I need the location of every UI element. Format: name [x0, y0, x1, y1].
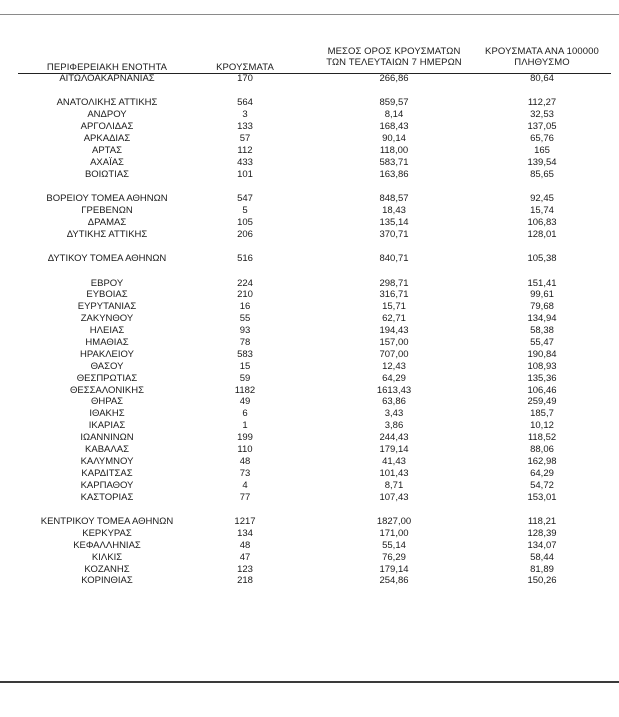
table-row [0, 169, 619, 181]
table-row [0, 528, 619, 540]
per100k-cell: 106,46 [527, 384, 557, 396]
region-cell: ΕΒΡΟΥ [90, 277, 124, 289]
cases-cell: 170 [237, 73, 253, 84]
cases-cell: 1 [242, 420, 248, 432]
per100k-cell: 128,39 [527, 527, 557, 539]
per100k-cell: 92,45 [530, 193, 554, 205]
table-row [0, 349, 619, 361]
table-row [0, 361, 619, 373]
table-row [0, 229, 619, 241]
region-cell: ΑΝΑΤΟΛΙΚΗΣ ΑΤΤΙΚΗΣ [56, 97, 158, 109]
region-cell: ΚΑΒΑΛΑΣ [85, 444, 129, 456]
table-row [0, 133, 619, 145]
avg7-cell: 3,86 [384, 420, 404, 432]
per100k-cell: 128,01 [527, 228, 557, 240]
avg7-cell: 840,71 [379, 253, 409, 265]
region-cell: ΚΟΡΙΝΘΙΑΣ [81, 575, 133, 587]
table-row [0, 325, 619, 337]
avg7-cell: 118,00 [379, 144, 409, 156]
avg7-cell: 41,43 [382, 455, 406, 467]
cases-cell: 210 [237, 289, 253, 301]
avg7-cell: 848,57 [379, 193, 409, 205]
cases-cell: 15 [239, 360, 251, 372]
region-cell: ΙΚΑΡΙΑΣ [88, 420, 126, 432]
per100k-cell: 81,89 [530, 563, 554, 575]
region-cell: ΘΕΣΣΑΛΟΝΙΚΗΣ [70, 384, 144, 396]
region-cell: ΑΡΤΑΣ [92, 144, 122, 156]
per100k-cell: 153,01 [527, 491, 557, 503]
per100k-cell: 137,05 [527, 121, 557, 133]
table-row [0, 289, 619, 301]
table-row [0, 313, 619, 325]
avg7-cell: 8,14 [384, 109, 404, 121]
avg7-cell: 171,00 [379, 527, 409, 539]
table-row [0, 432, 619, 444]
cases-cell: 105 [237, 216, 253, 228]
header-region [12, 62, 202, 73]
avg7-cell: 64,29 [382, 372, 406, 384]
per100k-cell: 185,7 [530, 408, 554, 420]
per100k-cell: 65,76 [530, 133, 554, 145]
avg7-cell: 55,14 [382, 539, 406, 551]
cases-cell: 59 [239, 372, 251, 384]
avg7-cell: 63,86 [382, 396, 406, 408]
table-row [0, 385, 619, 397]
cases-cell: 6 [242, 408, 248, 420]
region-cell: ΒΟΙΩΤΙΑΣ [84, 168, 130, 180]
per100k-cell: 55,47 [530, 337, 554, 349]
region-cell: ΑΡΓΟΛΙΔΑΣ [80, 121, 134, 133]
per100k-cell: 118,52 [527, 432, 557, 444]
cases-cell: 4 [242, 479, 248, 491]
header-avg7-line2: ΤΩΝ ΤΕΛΕΥΤΑΙΩΝ 7 ΗΜΕΡΩΝ [326, 57, 462, 68]
region-cell: ΚΑΡΔΙΤΣΑΣ [81, 467, 133, 479]
table-row [0, 97, 619, 109]
top-rule [0, 14, 619, 15]
avg7-cell: 15,71 [382, 301, 406, 313]
cases-cell: 123 [237, 563, 253, 575]
region-cell: ΓΡΕΒΕΝΩΝ [81, 205, 133, 217]
table-row [0, 444, 619, 456]
table-row [0, 217, 619, 229]
per100k-cell: 88,06 [530, 444, 554, 456]
cases-cell: 112 [237, 144, 253, 156]
table-row [0, 408, 619, 420]
region-cell: ΘΑΣΟΥ [90, 360, 124, 372]
header-region-label: ΠΕΡΙΦΕΡΕΙΑΚΗ ΕΝΟΤΗΤΑ [46, 62, 168, 73]
per100k-cell: 108,93 [527, 360, 557, 372]
per100k-cell: 134,07 [527, 539, 557, 551]
cases-cell: 218 [237, 575, 253, 587]
avg7-cell: 859,57 [379, 97, 409, 109]
region-cell: ΑΙΤΩΛΟΑΚΑΡΝΑΝΙΑΣ [59, 73, 155, 84]
cases-cell: 73 [239, 467, 251, 479]
per100k-cell: 80,64 [530, 73, 554, 84]
header-per100k [472, 46, 612, 68]
avg7-cell: 8,71 [384, 479, 404, 491]
region-cell: ΙΩΑΝΝΙΝΩΝ [80, 432, 134, 444]
table-row [0, 278, 619, 290]
table-row [0, 121, 619, 133]
avg7-cell: 12,43 [382, 360, 406, 372]
per100k-cell: 150,26 [527, 575, 557, 587]
per100k-cell: 134,94 [527, 313, 557, 325]
avg7-cell: 316,71 [379, 289, 409, 301]
per100k-cell: 105,38 [527, 253, 557, 265]
per100k-cell: 106,83 [527, 216, 557, 228]
avg7-cell: 244,43 [379, 432, 409, 444]
cases-cell: 206 [237, 228, 253, 240]
avg7-cell: 583,71 [379, 156, 409, 168]
avg7-cell: 135,14 [379, 216, 409, 228]
per100k-cell: 139,54 [527, 156, 557, 168]
region-cell: ΙΘΑΚΗΣ [89, 408, 125, 420]
cases-cell: 3 [242, 109, 248, 121]
cases-cell: 583 [237, 348, 253, 360]
cases-cell: 564 [237, 97, 253, 109]
avg7-cell: 18,43 [382, 205, 406, 217]
avg7-cell: 1613,43 [376, 384, 412, 396]
region-cell: ΑΧΑΪΑΣ [90, 156, 124, 168]
cases-cell: 101 [237, 168, 253, 180]
table-row [0, 456, 619, 468]
cases-cell: 48 [239, 539, 251, 551]
per100k-cell: 162,98 [527, 455, 557, 467]
header-cases-label: ΚΡΟΥΣΜΑΤΑ [216, 62, 274, 73]
per100k-cell: 15,74 [530, 205, 554, 217]
table-row [0, 253, 619, 265]
avg7-cell: 62,71 [382, 313, 406, 325]
cases-cell: 199 [237, 432, 253, 444]
region-cell: ΚΕΦΑΛΛΗΝΙΑΣ [73, 539, 141, 551]
cases-cell: 224 [237, 277, 253, 289]
per100k-cell: 58,38 [530, 325, 554, 337]
per100k-cell: 190,84 [527, 348, 557, 360]
cases-cell: 134 [237, 527, 253, 539]
per100k-cell: 118,21 [527, 516, 557, 527]
per100k-cell: 165 [534, 144, 550, 156]
avg7-cell: 163,86 [379, 168, 409, 180]
table-row [0, 145, 619, 157]
avg7-cell: 179,14 [379, 563, 409, 575]
per100k-cell: 259,49 [527, 396, 557, 408]
cases-cell: 47 [239, 551, 251, 563]
header-per100k-line1: ΚΡΟΥΣΜΑΤΑ ΑΝΑ 100000 [485, 46, 599, 57]
table-row [0, 492, 619, 504]
per100k-cell: 99,61 [530, 289, 554, 301]
table-row [0, 575, 619, 587]
table-row [0, 157, 619, 169]
avg7-cell: 298,71 [379, 277, 409, 289]
avg7-cell: 168,43 [379, 121, 409, 133]
region-cell: ΑΝΔΡΟΥ [87, 109, 127, 121]
table-body [0, 73, 619, 587]
region-cell: ΘΗΡΑΣ [90, 396, 124, 408]
cases-cell: 133 [237, 121, 253, 133]
avg7-cell: 3,43 [384, 408, 404, 420]
per100k-cell: 32,53 [530, 109, 554, 121]
bottom-rule [0, 681, 619, 683]
region-cell: ΒΟΡΕΙΟΥ ΤΟΜΕΑ ΑΘΗΝΩΝ [46, 193, 168, 205]
avg7-cell: 107,43 [379, 491, 409, 503]
avg7-cell: 370,71 [379, 228, 409, 240]
region-cell: ΚΑΡΠΑΘΟΥ [80, 479, 134, 491]
table-row [0, 205, 619, 217]
table-row [0, 109, 619, 121]
table-row [0, 480, 619, 492]
per100k-cell: 64,29 [530, 467, 554, 479]
avg7-cell: 101,43 [379, 467, 409, 479]
region-cell: ΚΟΖΑΝΗΣ [84, 563, 130, 575]
avg7-cell: 76,29 [382, 551, 406, 563]
avg7-cell: 707,00 [379, 348, 409, 360]
per100k-cell: 151,41 [527, 277, 557, 289]
per100k-cell: 54,72 [530, 479, 554, 491]
table-row [0, 73, 619, 85]
table-row [0, 564, 619, 576]
per100k-cell: 79,68 [530, 301, 554, 313]
region-cell: ΕΥΒΟΙΑΣ [86, 289, 128, 301]
per100k-cell: 112,27 [527, 97, 557, 109]
cases-cell: 55 [239, 313, 251, 325]
region-cell: ΑΡΚΑΔΙΑΣ [83, 133, 131, 145]
region-cell: ΚΕΡΚΥΡΑΣ [82, 527, 132, 539]
cases-cell: 77 [239, 491, 251, 503]
table-row [0, 337, 619, 349]
table-row [0, 373, 619, 385]
table-row [0, 396, 619, 408]
table-row [0, 516, 619, 528]
region-cell: ΕΥΡΥΤΑΝΙΑΣ [77, 301, 137, 313]
cases-cell: 1217 [234, 516, 256, 527]
region-cell: ΚΕΝΤΡΙΚΟΥ ΤΟΜΕΑ ΑΘΗΝΩΝ [40, 516, 174, 527]
table-row [0, 193, 619, 205]
cases-cell: 48 [239, 455, 251, 467]
cases-cell: 547 [237, 193, 253, 205]
header-avg7-line1: ΜΕΣΟΣ ΟΡΟΣ ΚΡΟΥΣΜΑΤΩΝ [327, 46, 461, 57]
per100k-cell: 135,36 [527, 372, 557, 384]
region-cell: ΗΛΕΙΑΣ [89, 325, 125, 337]
cases-cell: 1182 [234, 384, 256, 396]
avg7-cell: 157,00 [379, 337, 409, 349]
region-cell: ΚΙΛΚΙΣ [91, 551, 123, 563]
region-cell: ΔΥΤΙΚΗΣ ΑΤΤΙΚΗΣ [66, 228, 148, 240]
header-per100k-line2: ΠΛΗΘΥΣΜΟ [514, 57, 570, 68]
cases-cell: 93 [239, 325, 251, 337]
region-cell: ΗΡΑΚΛΕΙΟΥ [80, 348, 134, 360]
avg7-cell: 194,43 [379, 325, 409, 337]
region-cell: ΔΥΤΙΚΟΥ ΤΟΜΕΑ ΑΘΗΝΩΝ [47, 253, 167, 265]
cases-cell: 16 [239, 301, 251, 313]
cases-cell: 516 [237, 253, 253, 265]
region-cell: ΗΜΑΘΙΑΣ [85, 337, 129, 349]
avg7-cell: 90,14 [382, 133, 406, 145]
table-row [0, 301, 619, 313]
avg7-cell: 254,86 [379, 575, 409, 587]
per100k-cell: 85,65 [530, 168, 554, 180]
cases-cell: 5 [242, 205, 248, 217]
cases-cell: 78 [239, 337, 251, 349]
table-row [0, 468, 619, 480]
per100k-cell: 10,12 [530, 420, 554, 432]
cases-cell: 110 [237, 444, 253, 456]
region-cell: ΔΡΑΜΑΣ [87, 216, 127, 228]
avg7-cell: 179,14 [379, 444, 409, 456]
avg7-cell: 266,86 [379, 73, 409, 84]
cases-cell: 49 [239, 396, 251, 408]
region-cell: ΚΑΛΥΜΝΟΥ [80, 455, 134, 467]
per100k-cell: 58,44 [530, 551, 554, 563]
header-avg7 [320, 46, 468, 68]
region-cell: ΖΑΚΥΝΘΟΥ [80, 313, 134, 325]
avg7-cell: 1827,00 [376, 516, 412, 527]
region-cell: ΚΑΣΤΟΡΙΑΣ [80, 491, 134, 503]
header-cases [200, 62, 290, 73]
cases-cell: 433 [237, 156, 253, 168]
table-row [0, 540, 619, 552]
cases-cell: 57 [239, 133, 251, 145]
region-cell: ΘΕΣΠΡΩΤΙΑΣ [76, 372, 138, 384]
table-row [0, 552, 619, 564]
table-row [0, 420, 619, 432]
